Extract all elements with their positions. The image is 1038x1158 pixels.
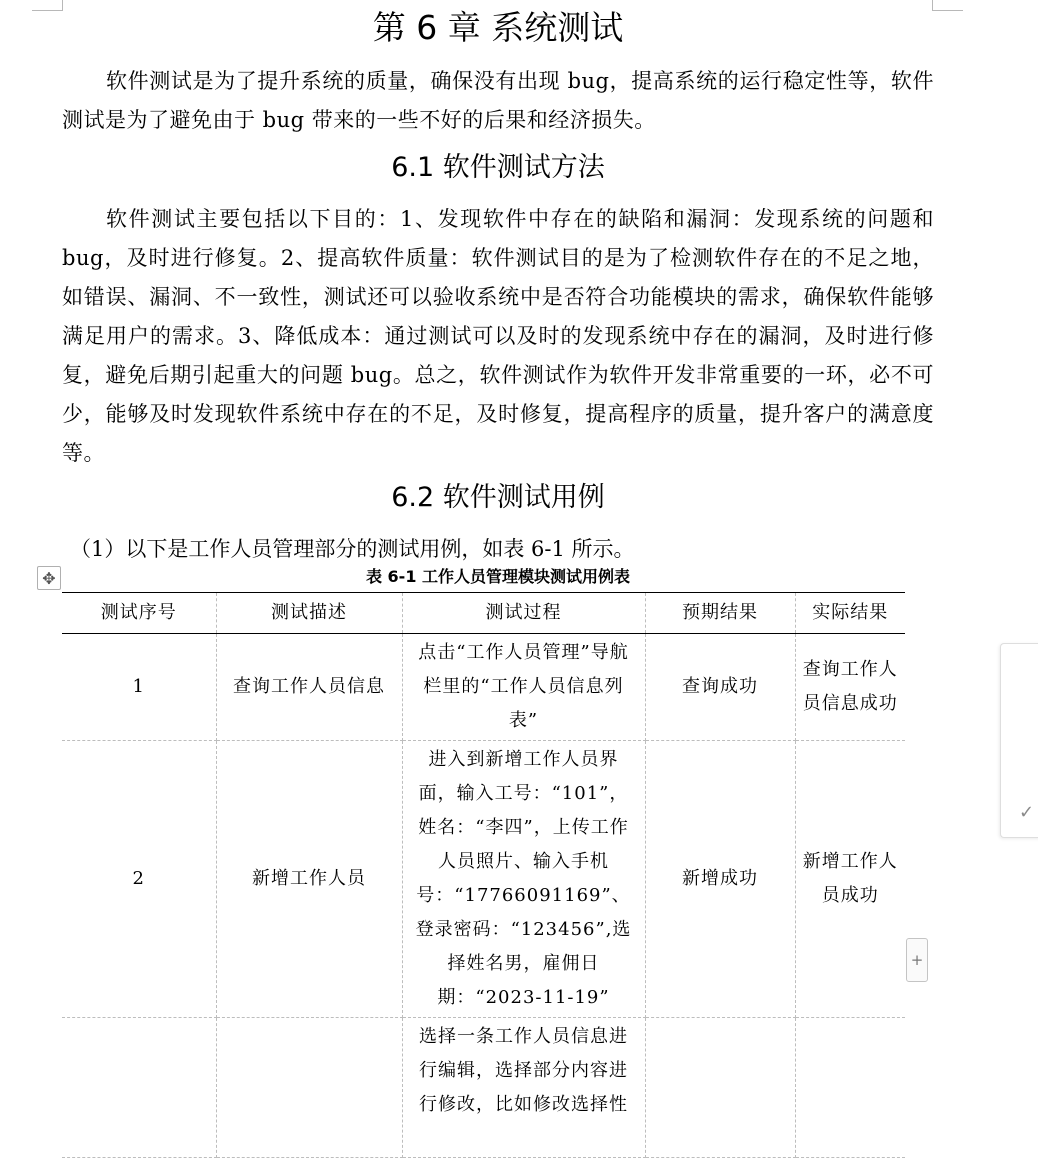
page-corner-mark-right — [932, 0, 963, 11]
header-test-process: 测试过程 — [402, 593, 645, 634]
section-heading-6-1: 6.1 软件测试方法 — [391, 152, 605, 183]
chapter-title: 第 6 章 系统测试 — [372, 8, 624, 47]
table-move-handle-icon[interactable]: ✥ — [37, 566, 61, 590]
cell-actual-result: 查询工作人员信息成功 — [795, 634, 905, 741]
checkmark-icon[interactable]: ✓ — [1019, 802, 1035, 823]
cell-test-desc: 新增工作人员 — [216, 741, 402, 1018]
cell-test-process: 选择一条工作人员信息进行编辑，选择部分内容进行修改，比如修改选择性 — [402, 1018, 645, 1158]
cell-expected-result: 新增成功 — [645, 741, 795, 1018]
table-intro-text: （1）以下是工作人员管理部分的测试用例，如表 6-1 所示。 — [70, 537, 635, 561]
cell-test-no — [62, 1018, 216, 1158]
methods-paragraph: 软件测试主要包括以下目的：1、发现软件中存在的缺陷和漏洞：发现系统的问题和 bug，及时进行修复。2、提高软件质量：软件测试目的是为了检测软件存在的不足之地，如错误、漏洞、不一致性，测试还可以验收系统中是否符合功能模块的需求，确保软件能够满足用户的需求。3、降低成本：通过测试可以及时的发现系统中存在的漏洞，及时进行修复，避免后期引起重大的问题 bug。总之，软件测试作为软件开发非常重要的一环，必不可少，能够及时发现软件系统中存在的不足，及时修复，提高程序的质量，提升客户的满意度等。 — [62, 207, 934, 465]
page-corner-mark-left — [32, 0, 63, 11]
section-heading-6-2: 6.2 软件测试用例 — [391, 482, 605, 513]
header-test-no: 测试序号 — [62, 593, 216, 634]
cell-expected-result — [645, 1018, 795, 1158]
cell-actual-result — [795, 1018, 905, 1158]
add-row-plus-icon[interactable]: + — [906, 938, 928, 982]
table-row — [62, 1018, 905, 1158]
cell-test-desc — [216, 1018, 402, 1158]
cell-test-process: 点击“工作人员管理”导航栏里的“工作人员信息列表” — [402, 634, 645, 741]
table-header-row — [62, 593, 905, 634]
cell-actual-result: 新增工作人员成功 — [795, 741, 905, 1018]
side-tool-panel[interactable] — [1000, 643, 1038, 838]
cell-test-process: 进入到新增工作人员界面，输入工号：“101”，姓名：“李四”，上传工作人员照片、输入手机号：“17766091169”、登录密码：“123456”,选择姓名男，雇佣日期：“2023-11-19” — [402, 741, 645, 1018]
header-actual-result: 实际结果 — [795, 593, 905, 634]
header-expected-result: 预期结果 — [645, 593, 795, 634]
header-test-desc: 测试描述 — [216, 593, 402, 634]
intro-paragraph: 软件测试是为了提升系统的质量，确保没有出现 bug，提高系统的运行稳定性等，软件测试是为了避免由于 bug 带来的一些不好的后果和经济损失。 — [62, 69, 934, 132]
cell-test-desc: 查询工作人员信息 — [216, 634, 402, 741]
table-caption: 表 6-1 工作人员管理模块测试用例表 — [365, 567, 631, 586]
cell-test-no: 1 — [62, 634, 216, 741]
test-case-table — [62, 592, 905, 1158]
cell-test-no: 2 — [62, 741, 216, 1018]
table-row — [62, 634, 905, 741]
table-row — [62, 741, 905, 1018]
cell-expected-result: 查询成功 — [645, 634, 795, 741]
